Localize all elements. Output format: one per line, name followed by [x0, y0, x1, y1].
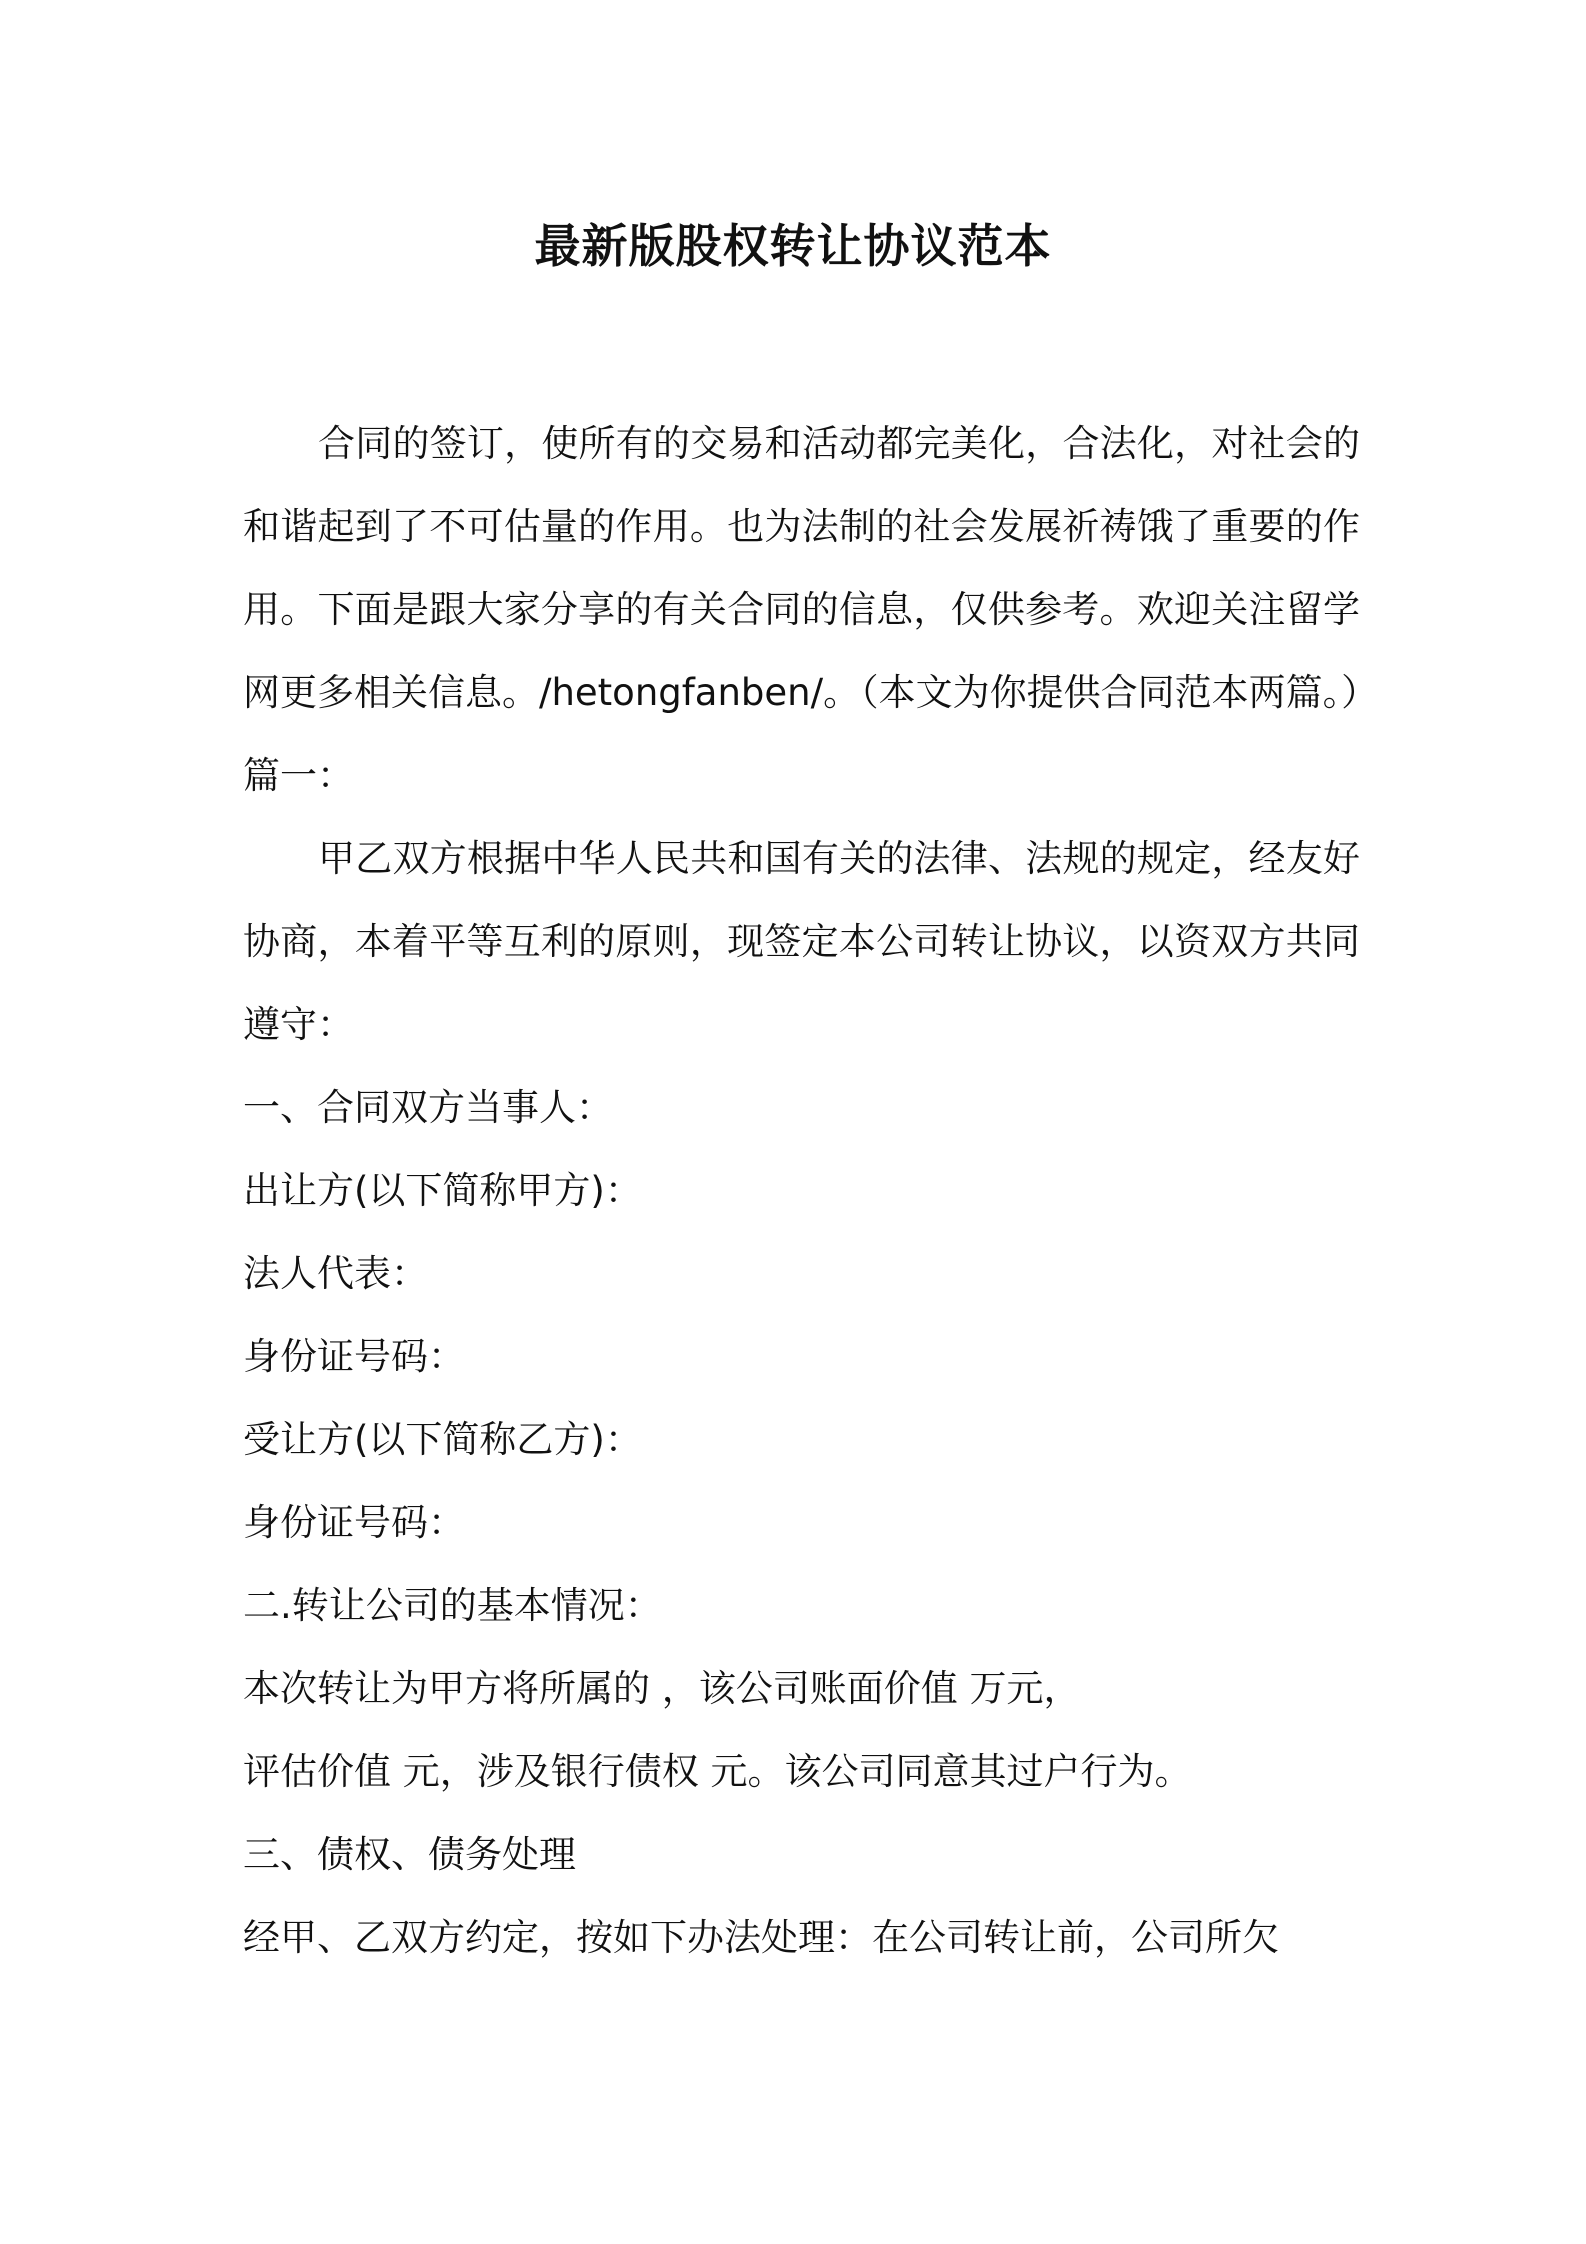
section-one-heading: 篇一： — [243, 754, 354, 797]
intro-paragraph: 合同的签订，使所有的交易和活动都完美化，合法化，对社会的和谐起到了不可估量的作用。也为法制的社会发展祈祷饿了重要的作用。下面是跟大家分享的有关合同的信息，仅供参考。欢迎关注留学网更多相关信息。/hetongfanben/。（本文为你提供合同范本两篇。） — [243, 422, 1379, 714]
clause-2-heading: 二.转让公司的基本情况： — [243, 1584, 662, 1627]
clause-3-line-1: 经甲、乙双方约定，按如下办法处理：在公司转让前，公司所欠 — [243, 1916, 1279, 1959]
preamble-paragraph: 甲乙双方根据中华人民共和国有关的法律、法规的规定，经友好协商，本着平等互利的原则，现签定本公司转让协议，以资双方共同遵守： — [243, 837, 1360, 1046]
document-title: 最新版股权转让协议范本 — [534, 219, 1052, 273]
id-number-line-2: 身份证号码： — [243, 1501, 465, 1544]
clause-1-heading: 一、合同双方当事人： — [243, 1086, 613, 1129]
transferor-line: 出让方(以下简称甲方)： — [243, 1169, 642, 1212]
legal-rep-line: 法人代表： — [243, 1252, 428, 1295]
clause-3-heading: 三、债权、债务处理 — [243, 1833, 576, 1876]
document-body — [243, 402, 1379, 1979]
id-number-line-1: 身份证号码： — [243, 1335, 465, 1378]
clause-2-line-2: 评估价值 元，涉及银行债权 元。该公司同意其过户行为。 — [243, 1750, 1192, 1793]
transferee-line: 受让方(以下简称乙方)： — [243, 1418, 642, 1461]
clause-2-line-1: 本次转让为甲方将所属的 ，该公司账面价值 万元， — [243, 1667, 1081, 1710]
